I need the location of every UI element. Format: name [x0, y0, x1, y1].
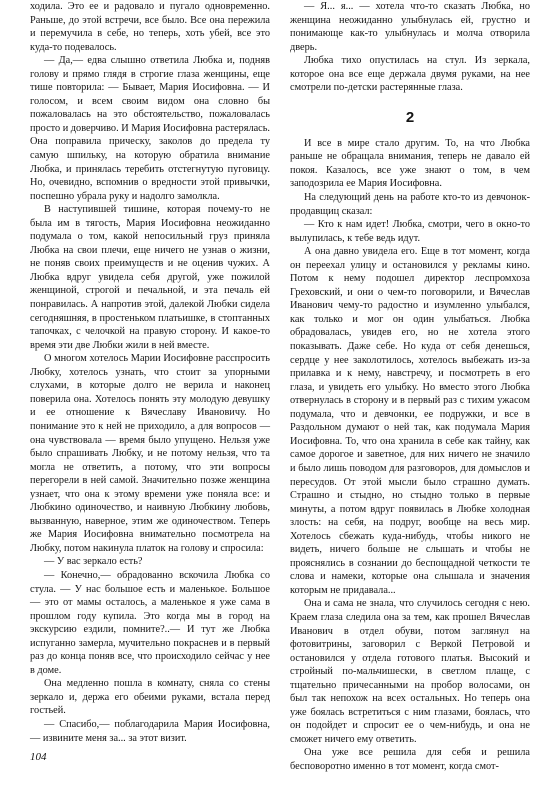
- paragraph: — Спасибо,— поблагодарила Мария Иосифовна,— извините меня за... за этот визит.: [30, 718, 270, 744]
- paragraph: — Да,— едва слышно ответила Любка и, подняв голову и прямо глядя в строгие глаза женщины, еще тише повторила: — Бывает, Мария Иосифовна. — И голосом, и всем своим видом она словно бы пожаловалась на это обстоятельство, пожаловалась просто и доверчиво. И Мария Иосифовна растерялась. Она поправила прическу, заколов до предела ту самую шпильку, на которую обратила внимание Любка, и принялась теребить отстегнутую пуговицу. Но, очевидно, вспомнив о вредности этой привычки, поспешно убрала руку и надолго замолкла.: [30, 55, 270, 202]
- paragraph: А она давно увидела его. Еще в тот момент, когда он переехал улицу и остановился у рекламы кино. Потом к нему подошел директор леспромхоза Греховский, и они о чем-то поговорили, и Вячеслав Иванович чему-то радостно и изумленно улыбался, как только и мог он один улыбаться. Любка обрадовалась, увидев его, но не хотела этого показывать. Даже себе. Но куда от себя денешься, сердце у нее заколотилось, хотелось выбежать из-за прилавка и к нему, навстречу, и посмотреть в его глаза, и увидеть его улыбку. Но вместо этого Любка отвернулась в сторону и в первый раз с тихим ужасом подумала, что и девчонки, ее подружки, и все в Раздольном думают о ней так, как подумала Мария Иосифовна. То, что она хранила в себе как тайну, как самое дорогое и заветное, для них ничего не значило и было лишь поводом для разговоров, для домыслов и пересудов. От этой мысли было страшно думать. Страшно и стыдно, но стыдно только в первые минуты, а потом вдруг появилась в Любке холодная злость: на себя, на подруг, вообще на весь мир. Хотелось сбежать куда-нибудь, чтобы никого не видеть, ничего больше не слышать и чтобы не прояснялись в сознании до беспощадной четкости те слова и намеки, которые она слышала и значения которым не придавала...: [290, 246, 530, 596]
- paragraph: ходила. Это ее и радовало и пугало одновременно. Раньше, до этой встречи, все было. Все она пережила и перемучила в себе, но теперь, хоть убей, все это куда-то подевалось.: [30, 1, 270, 53]
- paragraph: В наступившей тишине, которая почему-то не была им в тягость, Мария Иосифовна неожиданно подумала о том, какой непосильный груз приняла Любка на свои плечи, еще ничего не узнав о жизни, не поняв своих преимуществ и не оценив чужих. А Любка вдруг увидела себя другой, уже пожилой женщиной, строгой и печальной, и эта печаль ей понравилась. А напротив этой, далекой Любки сидела сегодняшняя, в простеньком платьишке, в стоптанных тапочках, с челочкой на правую сторону. И какое-то время эти две Любки жили в ней вместе.: [30, 204, 270, 351]
- section-number: 2: [405, 108, 415, 126]
- paragraph: На следующий день на работе кто-то из девчонок-продавщиц сказал:: [290, 192, 530, 217]
- paragraph: Она медленно пошла в комнату, сняла со стены зеркало и, держа его обеими руками, встала перед гостьей.: [30, 678, 270, 717]
- paragraph: Она уже все решила для себя и решила бесповоротно именно в тот момент, когда смот-: [290, 747, 530, 772]
- paragraph: Любка тихо опустилась на стул. Из зеркала, которое она все еще держала двумя руками, на нее смотрели по-детски растерянные глаза.: [290, 55, 530, 94]
- paragraph: И все в мире стало другим. То, на что Любка раньше не обращала внимания, теперь не давало ей покоя. Казалось, все уже знают о том, в чем заподозрила ее Мария Иосифовна.: [290, 137, 530, 190]
- page-number: 104: [30, 751, 47, 763]
- paragraph: — У вас зеркало есть?: [44, 556, 143, 568]
- right-text-column: [290, 0, 530, 774]
- left-text-column: [30, 0, 270, 745]
- paragraph: — Кто к нам идет! Любка, смотри, чего в окно-то вылупилась, к тебе ведь идут.: [290, 219, 530, 244]
- paragraph: О многом хотелось Марии Иосифовне расспросить Любку, хотелось узнать, что стоит за упорными слухами, в которые долго не верила и наконец поверила она. Хотелось понять эту молодую девушку и ее отношение к Вячеславу Ивановичу. Но понимание это к ней не приходило, а для вопросов — она чувствовала — время было упущено. Нельзя уже было спрашивать Любку, и не потому нельзя, что та могла не ответить, а потому, что эти вопросы перегорели в ней самой. Значительно позже женщина узнает, что она к этому времени уже поняла все: и Любкино одиночество, и наивную Любкину любовь, вызванную, наверное, этим же одиночеством. Теперь же Мария Иосифовна внимательно посмотрела на Любку, потом накинула платок на голову и спросила:: [30, 353, 270, 554]
- paragraph: — Конечно,— обрадованно вскочила Любка со стула. — У нас большое есть и маленькое. Большое — это от мамы осталось, а маленькое я уже сама в прошлом году купила. Это когда мы в город на экскурсию ездили, помните?..— И тут же Любка испуганно замерла, мучительно покраснев и в первый раз до конца поняв все, что происходило сейчас у нее в доме.: [30, 569, 270, 676]
- paragraph: Она и сама не знала, что случилось сегодня с нею. Краем глаза следила она за тем, как прошел Вячеслав Иванович в отдел обуви, потом заглянул на фотовитрины, заговорил с Веркой Петровой и остановился у отдела готового платья. Высокий и стройный по-мальчишески, в светлом плаще, с тщательно причесанными на пробор волосами, он был так непохож на всех остальных. Но теперь она уже боялась встретиться с ним глазами, боялась, что он подойдет и спросит ее о чем-нибудь, и она не сможет ничего ему ответить.: [290, 598, 530, 745]
- paragraph: — Я... я... — хотела что-то сказать Любка, но женщина неожиданно улыбнулась ей, грустно и понимающе как-то улыбнулась и молча отворила дверь.: [290, 1, 530, 53]
